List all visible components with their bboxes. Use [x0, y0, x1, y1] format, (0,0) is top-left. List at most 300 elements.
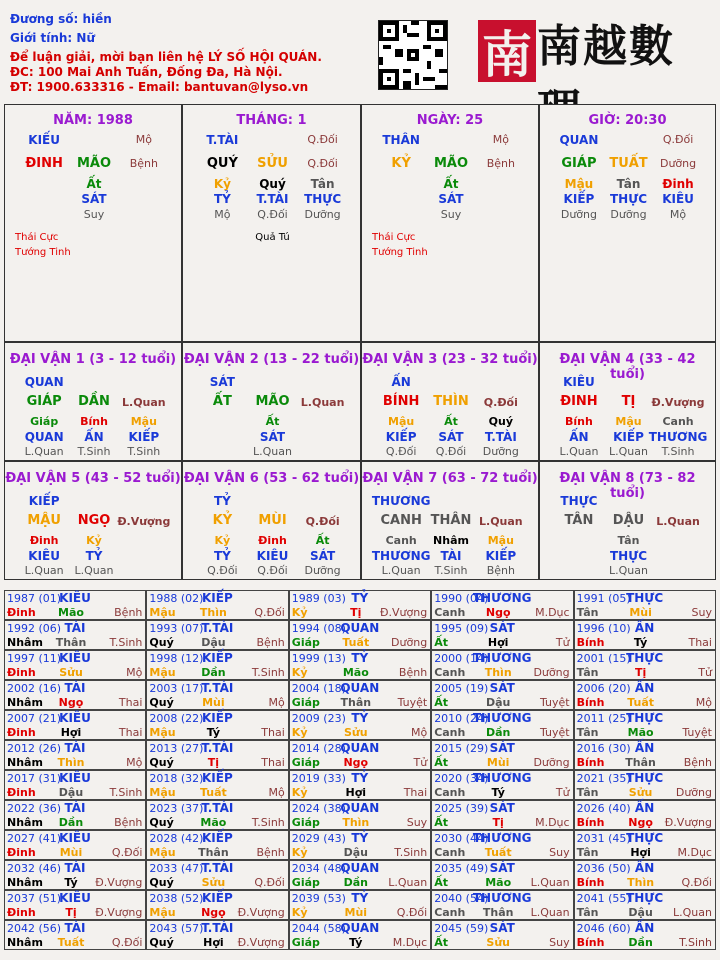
pillar-cell: Q.Đối — [662, 133, 694, 146]
year-can: Quý — [149, 936, 174, 949]
pillar-cell: QUAN — [559, 133, 599, 147]
year-cell — [4, 860, 146, 890]
gender: Giới tính: Nữ — [10, 31, 95, 45]
pillar-cell: Quý — [259, 177, 286, 191]
year-stage: Đ.Vượng — [95, 906, 143, 919]
hidden-stem: Kỷ — [86, 534, 102, 547]
year-stage: T.Sinh — [251, 816, 285, 829]
shen-sha-center: Quả Tú — [255, 232, 290, 243]
year-god: ẤN — [634, 741, 655, 755]
year-chi: Sửu — [59, 666, 83, 679]
year-can: Đinh — [7, 846, 36, 859]
year-can: Giáp — [291, 756, 320, 769]
year-label: 2006 (20) — [576, 682, 631, 695]
year-can: Kỷ — [291, 786, 308, 799]
pillar-cell: KIÊU — [662, 192, 694, 206]
dai-van-chi: MÃO — [255, 394, 290, 409]
dai-van-god: QUAN — [24, 375, 64, 389]
pillar-cell: SÁT — [81, 192, 107, 206]
year-chi: Tý — [491, 786, 505, 799]
year-god: KIÊU — [59, 891, 91, 905]
year-label: 2017 (31) — [7, 772, 62, 785]
year-can: Bính — [576, 876, 605, 889]
year-can: Đinh — [7, 666, 36, 679]
pillar-cell: Q.Đối — [307, 133, 338, 146]
year-chi: Thìn — [57, 756, 85, 769]
hidden-stage: L.Quan — [381, 564, 421, 577]
year-label: 2011 (25) — [576, 712, 631, 725]
hidden-stem: Mậu — [487, 534, 514, 547]
year-label: 1998 (12) — [149, 652, 204, 665]
contact-note: Để luận giải, mời bạn liên hệ LÝ SỐ HỘI QUÁN. — [10, 50, 322, 64]
year-chi: Thân — [625, 756, 656, 769]
year-chi: Mùi — [486, 756, 510, 769]
year-god: KIÊU — [59, 831, 91, 845]
pillar-cell: ĐINH — [25, 156, 63, 171]
year-chi: Thân — [340, 696, 372, 709]
year-can: Mậu — [149, 606, 176, 619]
year-stage: Bệnh — [398, 666, 428, 679]
year-chi: Sửu — [628, 786, 653, 799]
year-can: Bính — [576, 816, 605, 829]
owner-name: Đương số: hiền — [10, 12, 112, 26]
year-cell — [574, 830, 716, 860]
pillar-cell: Mậu — [564, 177, 594, 191]
year-cell — [431, 920, 573, 950]
year-chi: Tý — [64, 876, 78, 889]
year-label: 2028 (42) — [149, 832, 204, 845]
year-stage: Q.Đối — [111, 846, 143, 859]
year-label: 1991 (05) — [576, 592, 631, 605]
year-god: THỰC — [626, 591, 664, 605]
year-cell — [146, 680, 288, 710]
hidden-god: KIẾP — [613, 430, 644, 444]
year-can: Kỷ — [291, 666, 308, 679]
year-god: KIẾP — [202, 771, 233, 785]
year-god: THỰC — [626, 711, 664, 725]
dai-van-god: SÁT — [209, 375, 235, 389]
year-label: 1994 (08) — [291, 622, 346, 635]
year-label: 2016 (30) — [576, 742, 631, 755]
shen-sha: Tướng Tinh — [15, 247, 71, 258]
year-can: Mậu — [149, 786, 176, 799]
year-label: 2023 (37) — [149, 802, 204, 815]
year-god: KIÊU — [59, 711, 91, 725]
hidden-stage: L.Quan — [609, 445, 648, 458]
year-cell — [431, 800, 573, 830]
year-cell — [289, 890, 431, 920]
year-stage: L.Quan — [530, 876, 570, 889]
year-stage: Mộ — [268, 696, 285, 709]
hidden-stem: Mậu — [615, 415, 642, 428]
year-can: Quý — [149, 756, 174, 769]
year-stage: Thai — [118, 696, 143, 709]
year-label: 1993 (07) — [149, 622, 204, 635]
pillar-cell: GIÁP — [561, 156, 597, 171]
year-can: Bính — [576, 936, 605, 949]
year-chi: Thìn — [484, 666, 512, 679]
year-god: THỰC — [626, 771, 664, 785]
year-god: THỰC — [626, 831, 664, 845]
year-chi: Tý — [633, 636, 648, 649]
year-label: 2010 (24) — [434, 712, 489, 725]
dai-van-can: ĐINH — [560, 394, 598, 409]
year-god: QUAN — [340, 741, 380, 755]
year-cell — [289, 860, 431, 890]
year-cell — [146, 590, 288, 620]
dai-van-stage: Đ.Vượng — [651, 396, 705, 409]
year-can: Ất — [434, 696, 448, 709]
hidden-stage: L.Quan — [609, 564, 648, 577]
hidden-stem: Giáp — [30, 415, 59, 428]
year-can: Ất — [434, 816, 448, 829]
dai-van-stage: L.Quan — [122, 396, 166, 409]
pillar-cell: Dưỡng — [659, 157, 697, 170]
year-god: ẤN — [634, 921, 655, 935]
qr-code[interactable] — [378, 20, 448, 90]
year-can: Đinh — [7, 906, 36, 919]
pillar-cell: Suy — [83, 208, 105, 221]
pillar-cell: Dưỡng — [610, 208, 647, 221]
year-stage: T.Sinh — [109, 636, 143, 649]
year-label: 2034 (48) — [291, 862, 346, 875]
year-god: THƯƠNG — [472, 711, 532, 725]
year-can: Bính — [576, 696, 605, 709]
dai-van-title: ĐẠI VẬN 4 (33 - 42 tuổi) — [559, 352, 696, 382]
year-cell — [4, 710, 146, 740]
year-god: TỶ — [351, 651, 369, 665]
year-cell — [289, 590, 431, 620]
year-cell — [4, 620, 146, 650]
pillar-cell: THỰC — [609, 192, 648, 206]
hidden-god: THƯƠNG — [371, 549, 431, 563]
year-chi: Sửu — [201, 876, 226, 889]
year-cell — [146, 920, 288, 950]
year-cell — [431, 620, 573, 650]
year-god: TÀI — [64, 921, 86, 935]
hidden-stem: Bính — [565, 415, 593, 428]
year-label: 2002 (16) — [7, 682, 62, 695]
year-can: Canh — [434, 726, 466, 739]
year-cell — [431, 890, 573, 920]
year-label: 2009 (23) — [291, 712, 346, 725]
hidden-stage: Bệnh — [486, 564, 515, 577]
year-cell — [574, 650, 716, 680]
year-stage: Bệnh — [114, 606, 143, 619]
year-god: THƯƠNG — [472, 891, 532, 905]
dai-van-box — [361, 461, 539, 580]
hidden-god: SÁT — [310, 549, 336, 563]
year-can: Ất — [434, 936, 448, 949]
year-god: SÁT — [489, 741, 515, 755]
year-stage: Đ.Vượng — [664, 816, 712, 829]
year-chi: Tị — [634, 666, 647, 679]
year-label: 2012 (26) — [7, 742, 62, 755]
year-chi: Dần — [201, 666, 226, 679]
dai-van-chi: DẦN — [78, 394, 110, 409]
hidden-stage: Q.Đối — [207, 564, 238, 577]
year-label: 2043 (57) — [149, 922, 204, 935]
year-cell — [289, 920, 431, 950]
pillar-cell: Đinh — [662, 177, 694, 191]
brand-logo: 南越數 — [537, 21, 675, 72]
year-god: QUAN — [340, 861, 380, 875]
year-can: Tân — [576, 726, 599, 739]
year-chi: Thân — [482, 906, 514, 919]
hidden-god: TÀI — [440, 549, 462, 563]
year-label: 2015 (29) — [434, 742, 489, 755]
year-chi: Tuất — [342, 636, 370, 649]
year-stage: Q.Đối — [396, 906, 428, 919]
year-cell — [289, 680, 431, 710]
year-chi: Mão — [200, 816, 227, 829]
pillar-title: THÁNG: 1 — [236, 113, 307, 128]
hidden-stage: L.Quan — [253, 445, 292, 458]
year-can: Quý — [149, 636, 174, 649]
hidden-god: T.TÀI — [484, 430, 517, 444]
dai-van-can: BÍNH — [382, 394, 420, 409]
year-chi: Mão — [58, 606, 84, 619]
year-god: T.TÀI — [201, 621, 234, 635]
year-god: QUAN — [340, 621, 380, 635]
year-chi: Mùi — [344, 906, 368, 919]
hidden-stage: T.Sinh — [434, 564, 468, 577]
year-stage: Bệnh — [683, 756, 712, 769]
pillar-cell: Mộ — [669, 208, 687, 221]
year-label: 1996 (10) — [576, 622, 631, 635]
year-can: Nhâm — [7, 816, 43, 829]
year-chi: Thìn — [342, 816, 370, 829]
year-god: TÀI — [64, 801, 86, 815]
year-cell — [289, 620, 431, 650]
pillar-cell: SÁT — [438, 192, 464, 206]
year-stage: T.Sinh — [679, 936, 712, 949]
dai-van-stage: L.Quan — [479, 515, 523, 528]
year-can: Nhâm — [7, 756, 43, 769]
year-chi: Thân — [55, 636, 87, 649]
year-cell — [431, 830, 573, 860]
year-chi: Thìn — [627, 876, 655, 889]
year-can: Kỷ — [291, 726, 308, 739]
year-cell — [146, 710, 288, 740]
year-god: SÁT — [489, 921, 515, 935]
year-cell — [574, 920, 716, 950]
year-label: 2044 (58) — [291, 922, 346, 935]
year-cell — [574, 740, 716, 770]
hidden-stem: Kỷ — [214, 534, 231, 547]
year-can: Quý — [149, 876, 174, 889]
year-stage: L.Quan — [673, 906, 712, 919]
pillar-title: NGÀY: 25 — [416, 113, 484, 128]
year-label: 2004 (18) — [291, 682, 346, 695]
year-cell — [431, 590, 573, 620]
year-stage: M.Dục — [535, 606, 570, 619]
year-chi: Ngọ — [628, 816, 653, 829]
pillar-box — [4, 104, 182, 342]
year-chi: Mão — [342, 666, 369, 679]
dai-van-title: ĐẠI VẬN 5 (43 - 52 tuổi) — [5, 471, 181, 486]
year-label: 2003 (17) — [149, 682, 204, 695]
year-cell — [431, 860, 573, 890]
year-chi: Dậu — [485, 696, 511, 709]
dai-van-box — [182, 461, 361, 580]
year-god: KIẾP — [202, 891, 233, 905]
year-cell — [431, 740, 573, 770]
year-stage: Đ.Vượng — [237, 906, 285, 919]
year-god: T.TÀI — [201, 741, 234, 755]
hidden-god: ẤN — [84, 430, 104, 444]
year-chi: Dậu — [201, 636, 226, 649]
year-stage: Q.Đối — [254, 606, 285, 619]
hidden-god: TỶ — [213, 549, 231, 563]
hidden-god: SÁT — [259, 430, 286, 444]
year-stage: Đ.Vượng — [237, 936, 285, 949]
year-stage: Tuyệt — [682, 726, 712, 739]
year-chi: Hợi — [630, 846, 651, 859]
hidden-god: KIẾP — [128, 430, 160, 444]
hidden-stage: Dưỡng — [482, 445, 519, 458]
hidden-god: TỶ — [85, 549, 103, 563]
dai-van-god: TỶ — [213, 494, 231, 508]
year-label: 2039 (53) — [291, 892, 346, 905]
year-stage: Dưỡng — [391, 636, 428, 649]
hidden-stem: Mậu — [130, 415, 157, 428]
year-god: T.TÀI — [201, 861, 234, 875]
year-label: 2026 (40) — [576, 802, 631, 815]
year-stage: Thai — [118, 726, 143, 739]
year-chi: Sửu — [344, 726, 368, 739]
year-can: Nhâm — [7, 636, 43, 649]
year-chi: Sửu — [486, 936, 510, 949]
dai-van-title: ĐẠI VẬN 2 (13 - 22 tuổi) — [183, 352, 360, 367]
year-chi: Mùi — [59, 846, 83, 859]
year-chi: Tị — [492, 816, 504, 829]
year-label: 2027 (41) — [7, 832, 62, 845]
year-can: Tân — [576, 606, 599, 619]
year-stage: Suy — [691, 606, 712, 619]
pillar-cell: Suy — [440, 208, 462, 221]
year-cell — [146, 620, 288, 650]
year-god: KIÊU — [59, 651, 91, 665]
year-stage: Dưỡng — [533, 666, 570, 679]
year-can: Canh — [434, 786, 466, 799]
pillar-cell: Ất — [443, 177, 459, 191]
year-chi: Tị — [207, 756, 220, 769]
hidden-stage: T.Sinh — [77, 445, 111, 458]
dai-van-chi: THÂN — [430, 513, 472, 528]
year-cell — [574, 800, 716, 830]
pillar-cell: Ất — [86, 177, 102, 191]
year-stage: Suy — [549, 936, 570, 949]
dai-van-chi: MÙI — [258, 513, 287, 528]
year-can: Giáp — [291, 876, 320, 889]
pillar-cell: Kỷ — [213, 177, 231, 191]
pillar-cell: THÂN — [382, 133, 420, 147]
year-god: THỰC — [626, 651, 664, 665]
hidden-stage: Q.Đối — [257, 564, 288, 577]
year-cell — [289, 770, 431, 800]
year-stage: T.Sinh — [109, 786, 143, 799]
year-can: Canh — [434, 606, 466, 619]
year-can: Mậu — [149, 846, 176, 859]
hidden-stem: Canh — [385, 534, 417, 547]
year-can: Nhâm — [7, 936, 43, 949]
hidden-stage: T.Sinh — [661, 445, 695, 458]
year-chi: Tuất — [484, 846, 512, 859]
year-cell — [289, 710, 431, 740]
year-god: ẤN — [634, 801, 655, 815]
hidden-god: SÁT — [438, 430, 464, 444]
year-label: 2013 (27) — [149, 742, 204, 755]
year-cell — [146, 800, 288, 830]
dai-van-stage: L.Quan — [300, 396, 345, 409]
year-chi: Dậu — [628, 906, 653, 919]
pillar-box — [182, 104, 361, 342]
hidden-stage: L.Quan — [24, 564, 64, 577]
year-can: Giáp — [291, 636, 320, 649]
pillar-box — [539, 104, 716, 342]
hidden-god: KIÊU — [28, 549, 61, 563]
year-god: TỶ — [351, 591, 369, 605]
pillar-cell: Dưỡng — [304, 208, 341, 221]
year-label: 2025 (39) — [434, 802, 489, 815]
dai-van-box — [182, 342, 361, 461]
year-label: 2020 (34) — [434, 772, 489, 785]
hidden-stage: Dưỡng — [304, 564, 341, 577]
year-god: TÀI — [64, 861, 86, 875]
year-can: Ất — [434, 636, 448, 649]
year-label: 2038 (52) — [149, 892, 204, 905]
pillar-cell: TỶ — [213, 192, 231, 206]
hidden-god: THỰC — [609, 549, 648, 563]
dai-van-can: ẤT — [212, 394, 232, 409]
year-stage: Dưỡng — [675, 786, 712, 799]
pillar-cell: KỶ — [391, 156, 411, 171]
year-label: 2021 (35) — [576, 772, 631, 785]
year-god: TÀI — [64, 621, 86, 635]
year-stage: Suy — [549, 846, 570, 859]
dai-van-title: ĐẠI VẬN 1 (3 - 12 tuổi) — [9, 352, 177, 367]
year-god: QUAN — [340, 921, 380, 935]
year-cell — [574, 680, 716, 710]
dai-van-chi: TỊ — [621, 394, 636, 409]
year-label: 2019 (33) — [291, 772, 346, 785]
year-god: TÀI — [64, 681, 86, 695]
year-label: 2018 (32) — [149, 772, 204, 785]
year-god: THƯƠNG — [472, 831, 532, 845]
dai-van-can: KỶ — [212, 513, 233, 528]
year-stage: Tử — [413, 756, 428, 769]
dai-van-title: ĐẠI VẬN 3 (23 - 32 tuổi) — [362, 352, 538, 367]
year-stage: L.Quan — [388, 876, 428, 889]
year-cell — [4, 770, 146, 800]
year-cell — [4, 650, 146, 680]
year-god: KIÊU — [59, 591, 91, 605]
year-god: KIẾP — [202, 831, 233, 845]
dai-van-box — [539, 342, 716, 461]
dai-van-chi: DẬU — [612, 513, 645, 528]
year-cell — [4, 920, 146, 950]
year-chi: Tuất — [199, 786, 227, 799]
year-stage: Q.Đối — [254, 876, 285, 889]
hidden-stem: Đinh — [29, 534, 59, 547]
pillar-cell: T.TÀI — [206, 133, 239, 147]
year-label: 2040 (54) — [434, 892, 489, 905]
year-stage: T.Sinh — [394, 846, 428, 859]
hidden-stem: Ất — [444, 415, 458, 428]
year-chi: Tuất — [57, 936, 85, 949]
year-god: T.TÀI — [201, 681, 234, 695]
